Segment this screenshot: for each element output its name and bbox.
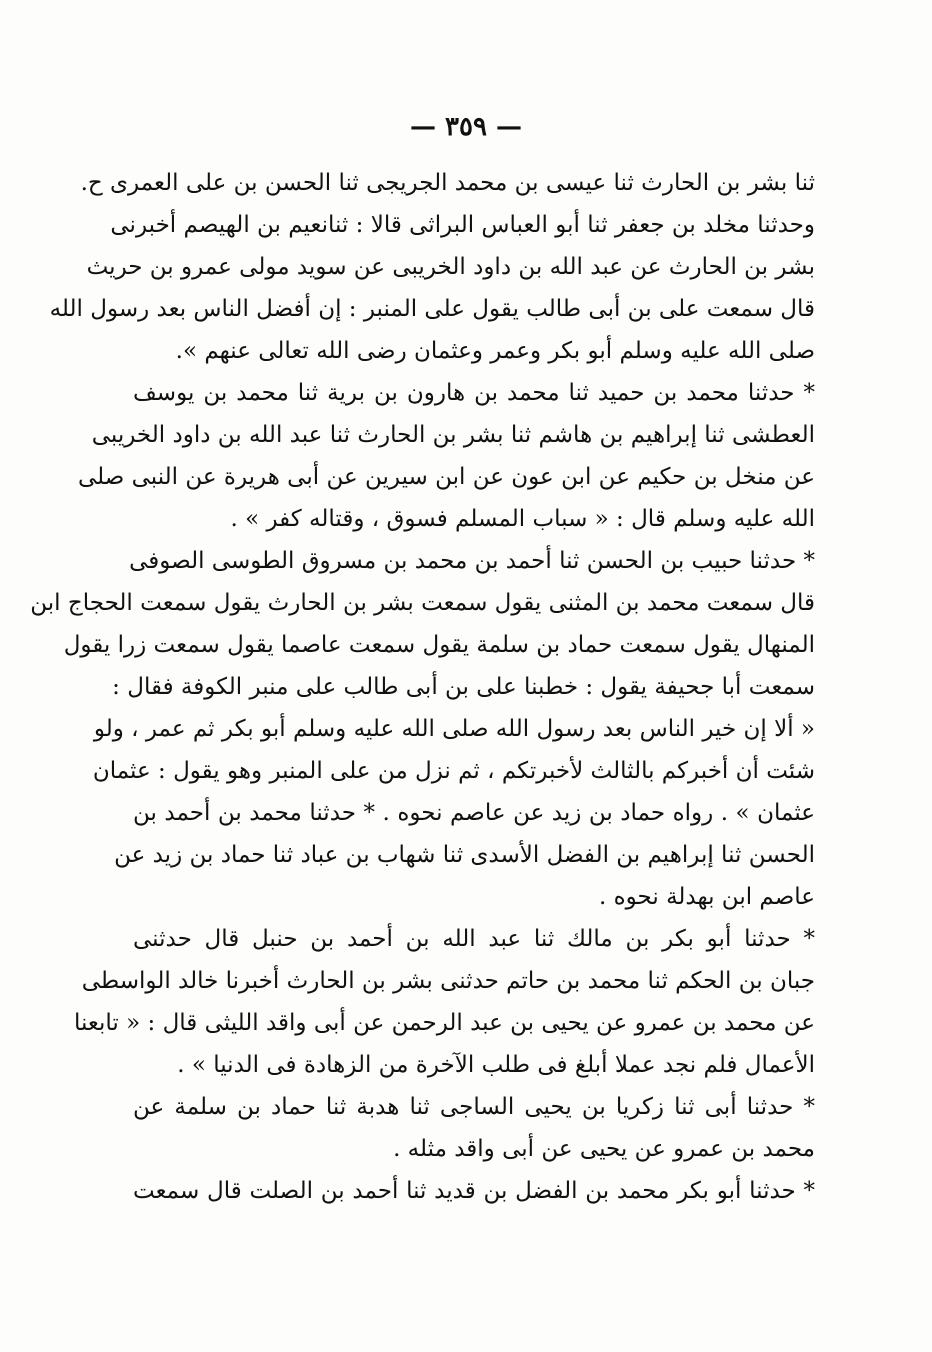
- text-line: العطشى ثنا إبراهيم بن هاشم ثنا بشر بن الحارث ثنا عبد الله بن داود الخريبى: [91, 422, 815, 448]
- page-number: — ٣٥٩ —: [409, 112, 523, 142]
- arabic-text-body: [30, 162, 815, 1212]
- text-line: الأعمال فلم نجد عملا أبلغ فى طلب الآخرة من الزهادة فى الدنيا » .: [177, 1052, 815, 1078]
- text-line: الله عليه وسلم قال : « سباب المسلم فسوق ، وقتاله كفر » .: [230, 506, 815, 532]
- text-line: صلى الله عليه وسلم أبو بكر وعمر وعثمان رضى الله تعالى عنهم ».: [175, 338, 815, 364]
- text-line: ثنا بشر بن الحارث ثنا عيسى بن محمد الجريجى ثنا الحسن بن على العمرى ح.: [80, 170, 815, 196]
- text-line: المنهال يقول سمعت حماد بن سلمة يقول سمعت عاصما يقول سمعت زرا يقول: [63, 632, 815, 658]
- text-line: الحسن ثنا إبراهيم بن الفضل الأسدى ثنا شهاب بن عباد ثنا حماد بن زيد عن: [114, 842, 815, 868]
- text-line: « ألا إن خير الناس بعد رسول الله صلى الله عليه وسلم أبو بكر ثم عمر ، ولو: [93, 716, 815, 742]
- text-line: وحدثنا مخلد بن جعفر ثنا أبو العباس البراثى قالا : ثنانعيم بن الهيصم أخبرنى: [110, 212, 815, 238]
- text-line: * حدثنا أبو بكر بن مالك ثنا عبد الله بن أحمد بن حنبل قال حدثنى: [133, 926, 815, 952]
- text-line: عن منخل بن حكيم عن ابن عون عن ابن سيرين عن أبى هريرة عن النبى صلى: [77, 464, 815, 490]
- text-line: عن محمد بن عمرو عن يحيى بن عبد الرحمن عن أبى واقد الليثى قال : « تابعنا: [73, 1010, 815, 1036]
- text-line: عاصم ابن بهدلة نحوه .: [598, 884, 815, 910]
- text-line: بشر بن الحارث عن عبد الله بن داود الخريبى عن سويد مولى عمرو بن حريث: [86, 254, 815, 280]
- text-line: * حدثنا أبى ثنا زكريا بن يحيى الساجى ثنا هدبة ثنا حماد بن سلمة عن: [133, 1094, 815, 1120]
- text-line: عثمان » . رواه حماد بن زيد عن عاصم نحوه . * حدثنا محمد بن أحمد بن: [133, 800, 815, 826]
- text-line: قال سمعت محمد بن المثنى يقول سمعت بشر بن الحارث يقول سمعت الحجاج ابن: [30, 590, 815, 616]
- text-line: * حدثنا محمد بن حميد ثنا محمد بن هارون بن برية ثنا محمد بن يوسف: [133, 380, 815, 406]
- text-line: * حدثنا أبو بكر محمد بن الفضل بن قديد ثنا أحمد بن الصلت قال سمعت: [133, 1178, 815, 1204]
- text-line: جبان بن الحكم ثنا محمد بن حاتم حدثنى بشر بن الحارث أخبرنا خالد الواسطى: [81, 968, 815, 994]
- text-line: سمعت أبا جحيفة يقول : خطبنا على بن أبى طالب على منبر الكوفة فقال :: [112, 674, 815, 700]
- text-line: محمد بن عمرو عن يحيى عن أبى واقد مثله .: [393, 1136, 815, 1162]
- text-line: قال سمعت على بن أبى طالب يقول على المنبر : إن أفضل الناس بعد رسول الله: [49, 296, 815, 322]
- text-line: شئت أن أخبركم بالثالث لأخبرتكم ، ثم نزل من على المنبر وهو يقول : عثمان: [92, 758, 815, 784]
- text-line: * حدثنا حبيب بن الحسن ثنا أحمد بن محمد بن مسروق الطوسى الصوفى: [129, 548, 815, 574]
